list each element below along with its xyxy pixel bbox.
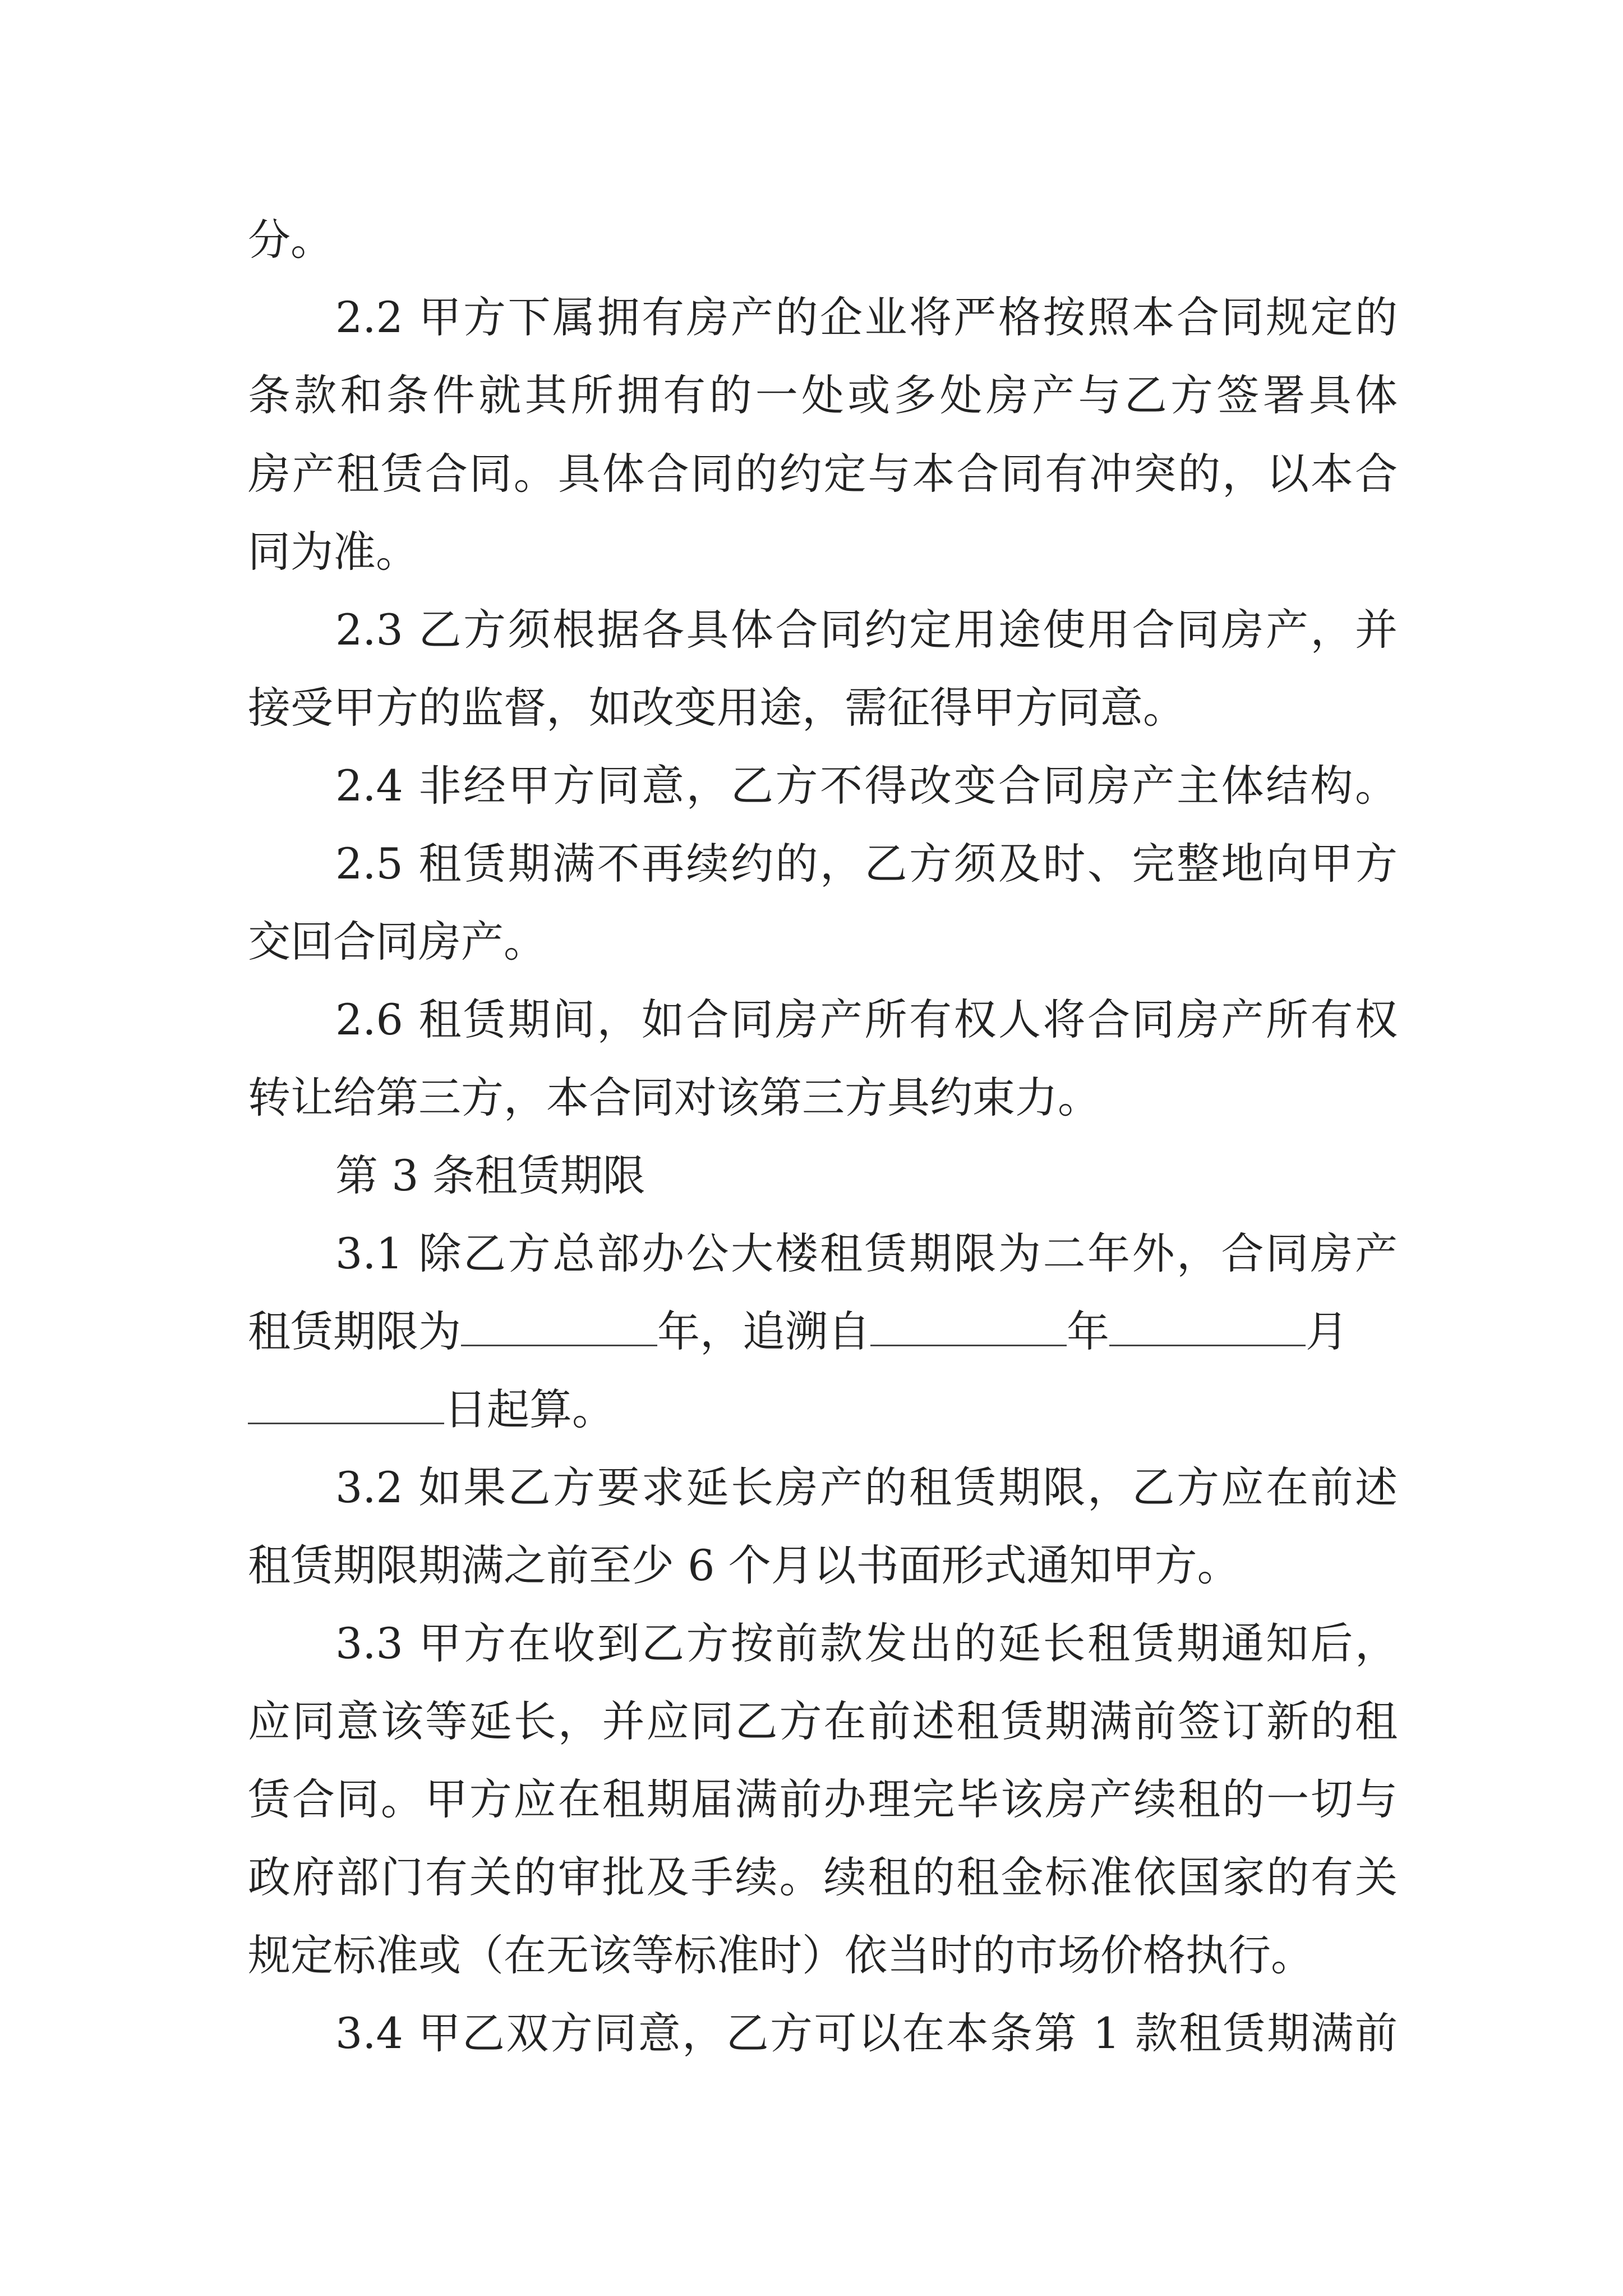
text-line: 3.4 甲乙双方同意，乙方可以在本条第 1 款租赁期满前 bbox=[335, 2008, 1398, 2058]
fill-in-blank[interactable] bbox=[461, 1308, 657, 1346]
text-line: 3.2 如果乙方要求延长房产的租赁期限，乙方应在前述 bbox=[335, 1462, 1398, 1512]
text-segment: 租赁期限为 bbox=[248, 1306, 461, 1356]
text-segment: 年，追溯自 bbox=[657, 1306, 870, 1356]
text-line: 同为准。 bbox=[248, 527, 418, 577]
text-segment: 年 bbox=[1067, 1306, 1109, 1356]
text-segment: 月 bbox=[1306, 1306, 1348, 1356]
text-line: 2.4 非经甲方同意，乙方不得改变合同房产主体结构。 bbox=[335, 761, 1398, 811]
text-line: 租赁期限期满之前至少 6 个月以书面形式通知甲方。 bbox=[248, 1540, 1240, 1590]
text-line-with-blanks bbox=[248, 1304, 1398, 1360]
fill-in-blank[interactable] bbox=[870, 1308, 1067, 1346]
text-segment: 日起算。 bbox=[444, 1384, 615, 1434]
text-line: 应同意该等延长，并应同乙方在前述租赁期满前签订新的租 bbox=[248, 1696, 1398, 1746]
text-line: 政府部门有关的审批及手续。续租的租金标准依国家的有关 bbox=[248, 1852, 1398, 1902]
fill-in-blank[interactable] bbox=[1109, 1308, 1306, 1346]
text-line: 2.3 乙方须根据各具体合同约定用途使用合同房产，并 bbox=[335, 605, 1398, 655]
fill-in-blank[interactable] bbox=[248, 1386, 444, 1424]
text-line-with-blanks bbox=[248, 1382, 1398, 1438]
text-line: 转让给第三方，本合同对该第三方具约束力。 bbox=[248, 1073, 1100, 1122]
text-line: 分。 bbox=[248, 215, 333, 265]
text-line: 房产租赁合同。具体合同的约定与本合同有冲突的，以本合 bbox=[248, 449, 1398, 499]
text-line: 2.5 租赁期满不再续约的，乙方须及时、完整地向甲方 bbox=[335, 839, 1398, 889]
text-line: 条款和条件就其所拥有的一处或多处房产与乙方签署具体 bbox=[248, 370, 1398, 420]
text-line: 交回合同房产。 bbox=[248, 917, 546, 967]
text-line: 赁合同。甲方应在租期届满前办理完毕该房产续租的一切与 bbox=[248, 1774, 1398, 1824]
section-heading: 第 3 条租赁期限 bbox=[335, 1151, 645, 1200]
text-line: 3.3 甲方在收到乙方按前款发出的延长租赁期通知后， bbox=[335, 1618, 1398, 1668]
text-line: 3.1 除乙方总部办公大楼租赁期限为二年外，合同房产 bbox=[335, 1228, 1398, 1278]
text-line: 接受甲方的监督，如改变用途，需征得甲方同意。 bbox=[248, 683, 1186, 733]
text-line: 2.6 租赁期间，如合同房产所有权人将合同房产所有权 bbox=[335, 995, 1398, 1045]
text-line: 2.2 甲方下属拥有房产的企业将严格按照本合同规定的 bbox=[335, 292, 1398, 342]
text-line: 规定标准或（在无该等标准时）依当时的市场价格执行。 bbox=[248, 1930, 1313, 1980]
